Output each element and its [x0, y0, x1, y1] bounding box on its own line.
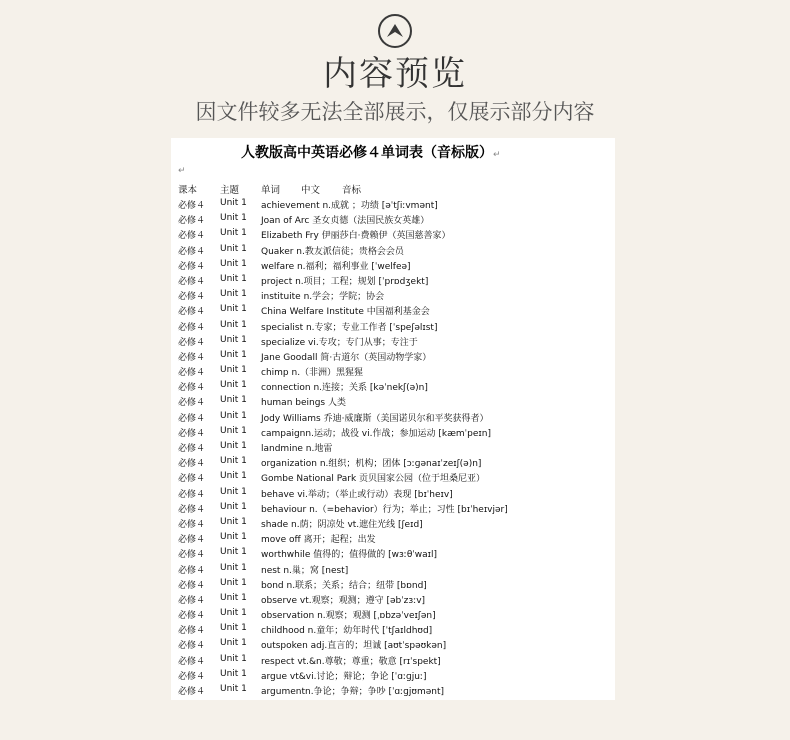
row-entry: Elizabeth Fry 伊丽莎白·费赖伊（英国慈善家） [261, 231, 451, 242]
row-book: 必修４ [178, 383, 206, 394]
row-book: 必修４ [178, 276, 206, 287]
row-entry: project n.项目；工程；规划 [ˈprɒdʒekt] [261, 276, 429, 287]
row-unit: Unit 1 [220, 349, 247, 360]
header-unit: 主题 [220, 185, 240, 196]
row-book: 必修４ [178, 489, 206, 500]
row-unit: Unit 1 [220, 273, 247, 284]
row-unit: Unit 1 [220, 441, 247, 451]
row-unit: Unit 1 [220, 425, 247, 436]
list-item [178, 653, 615, 668]
list-item [178, 577, 615, 592]
row-unit: Unit 1 [220, 228, 247, 239]
row-unit: Unit 1 [220, 410, 247, 421]
row-unit: Unit 1 [220, 577, 247, 588]
row-book: 必修４ [178, 519, 206, 530]
row-entry: chimp n.（非洲）黑猩猩 [261, 368, 364, 379]
list-item [178, 410, 615, 425]
row-unit: Unit 1 [220, 304, 247, 315]
row-book: 必修４ [178, 580, 206, 591]
row-entry: worthwhile 值得的；值得做的 [wɜːθˈwaɪl] [261, 550, 438, 561]
row-unit: Unit 1 [220, 319, 247, 330]
row-unit: Unit 1 [220, 638, 247, 649]
row-unit: Unit 1 [220, 380, 247, 391]
list-item [178, 455, 615, 470]
row-book: 必修４ [178, 550, 206, 561]
row-book: 必修４ [178, 474, 206, 485]
list-item [178, 303, 615, 318]
list-item [178, 501, 615, 516]
row-entry: respect vt.&n.尊敬；尊重；敬意 [rɪˈspekt] [261, 656, 441, 667]
row-entry: argumentn.争论；争辩；争吵 [ˈɑːɡjʊmənt] [261, 687, 444, 697]
row-unit: Unit 1 [220, 258, 247, 269]
row-entry: move off 离开；起程；出发 [261, 535, 376, 546]
row-book: 必修４ [178, 504, 206, 515]
row-book: 必修４ [178, 687, 206, 697]
list-item [178, 334, 615, 349]
row-entry: nest n.巢；窝 [nest] [261, 565, 349, 576]
row-unit: Unit 1 [220, 334, 247, 345]
row-book: 必修４ [178, 216, 206, 227]
row-entry: bond n.联系；关系；结合；纽带 [bɒnd] [261, 580, 427, 591]
row-entry: specialist n.专家；专业工作者 [ˈspeʃəlɪst] [261, 322, 438, 333]
header-book: 课本 [178, 185, 198, 196]
row-book: 必修４ [178, 671, 206, 682]
row-unit: Unit 1 [220, 562, 247, 573]
row-unit: Unit 1 [220, 653, 247, 664]
row-entry: outspoken adj.直言的；坦诚 [aʊtˈspəʊkən] [261, 641, 447, 652]
list-item [178, 637, 615, 652]
row-unit: Unit 1 [220, 532, 247, 543]
list-item [178, 516, 615, 531]
list-item [178, 440, 615, 455]
paragraph-mark: ↵ [493, 150, 501, 160]
list-item [178, 319, 615, 334]
list-item [178, 683, 615, 698]
row-unit: Unit 1 [220, 213, 247, 224]
row-book: 必修４ [178, 428, 206, 439]
list-item [178, 394, 615, 409]
row-unit: Unit 1 [220, 684, 247, 694]
row-unit: Unit 1 [220, 608, 247, 619]
row-book: 必修４ [178, 641, 206, 652]
row-book: 必修４ [178, 535, 206, 546]
list-item [178, 288, 615, 303]
row-unit: Unit 1 [220, 547, 247, 558]
list-item [178, 607, 615, 622]
row-book: 必修４ [178, 595, 206, 606]
row-entry: behaviour n.（=behavior）行为；举止；习性 [bɪˈheɪvjər] [261, 504, 508, 515]
row-unit: Unit 1 [220, 501, 247, 512]
list-item [178, 258, 615, 273]
row-book: 必修４ [178, 413, 206, 424]
paragraph-mark: ↵ [178, 166, 186, 176]
row-book: 必修４ [178, 201, 206, 211]
row-book: 必修４ [178, 444, 206, 454]
row-unit: Unit 1 [220, 198, 247, 208]
row-entry: observe vt.观察；观测；遵守 [əbˈzɜːv] [261, 595, 426, 606]
row-unit: Unit 1 [220, 592, 247, 603]
row-entry: argue vt&vi.讨论；辩论；争论 [ˈɑːɡjuː] [261, 671, 427, 682]
header-phonetic: 音标 [342, 185, 362, 196]
row-book: 必修４ [178, 231, 206, 242]
row-entry: human beings 人类 [261, 398, 346, 409]
list-item [178, 379, 615, 394]
row-entry: landmine n.地雷 [261, 444, 333, 454]
row-unit: Unit 1 [220, 456, 247, 467]
row-entry: China Welfare Institute 中国福利基金会 [261, 307, 430, 318]
row-book: 必修４ [178, 292, 206, 303]
page-title: 内容预览 [323, 54, 467, 94]
row-entry: Joan of Arc 圣女贞德（法国民族女英雄） [261, 216, 430, 227]
row-unit: Unit 1 [220, 289, 247, 300]
row-book: 必修４ [178, 459, 206, 470]
row-unit: Unit 1 [220, 395, 247, 406]
list-item [178, 592, 615, 607]
row-unit: Unit 1 [220, 471, 247, 482]
row-unit: Unit 1 [220, 668, 247, 679]
row-entry: Jody Williams 乔迪·威廉斯（美国诺贝尔和平奖获得者） [261, 413, 489, 424]
row-book: 必修４ [178, 261, 206, 272]
word-list [178, 197, 615, 698]
row-entry: childhood n.童年；幼年时代 [ˈtʃaɪldhʊd] [261, 626, 433, 637]
list-item [178, 470, 615, 485]
logo-icon [378, 14, 412, 48]
list-item [178, 668, 615, 683]
list-item [178, 273, 615, 288]
page-subtitle: 因文件较多无法全部展示，仅展示部分内容 [195, 100, 595, 124]
row-entry: specialize vi.专攻；专门从事；专注于 [261, 337, 418, 348]
list-item [178, 364, 615, 379]
row-book: 必修４ [178, 565, 206, 576]
row-book: 必修４ [178, 626, 206, 637]
row-book: 必修４ [178, 368, 206, 379]
list-item [178, 425, 615, 440]
row-entry: behave vi.举动；（举止或行动）表现 [bɪˈheɪv] [261, 489, 453, 500]
row-book: 必修４ [178, 337, 206, 348]
row-book: 必修４ [178, 611, 206, 622]
row-entry: observation n.观察；观测 [ˌɒbzəˈveɪʃən] [261, 611, 436, 622]
row-unit: Unit 1 [220, 623, 247, 634]
row-unit: Unit 1 [220, 243, 247, 254]
row-entry: campaignn.运动；战役 vi.作战；参加运动 [kæmˈpeɪn] [261, 428, 491, 439]
row-book: 必修４ [178, 322, 206, 333]
row-unit: Unit 1 [220, 365, 247, 376]
list-item [178, 546, 615, 561]
list-item [178, 243, 615, 258]
header-word: 单词 [261, 185, 281, 196]
row-entry: Quaker n.教友派信徒；贵格会会员 [261, 246, 404, 257]
row-entry: connection n.连接；关系 [kəˈnekʃ(ə)n] [261, 383, 428, 394]
row-entry: Jane Goodall 简·古道尔（英国动物学家） [261, 352, 432, 363]
row-entry: shade n.荫；阴凉处 vt.遮住光线 [ʃeɪd] [261, 519, 423, 530]
list-item [178, 531, 615, 546]
row-unit: Unit 1 [220, 516, 247, 527]
row-entry: instituite n.学会；学院；协会 [261, 292, 385, 303]
row-book: 必修４ [178, 352, 206, 363]
header-meaning: 中文 [301, 185, 321, 196]
row-book: 必修４ [178, 246, 206, 257]
row-entry: welfare n.福利；福利事业 [ˈwelfeə] [261, 261, 411, 272]
list-item [178, 562, 615, 577]
list-item [178, 349, 615, 364]
document-title [241, 142, 501, 162]
row-book: 必修４ [178, 398, 206, 409]
row-unit: Unit 1 [220, 486, 247, 497]
row-entry: achievement n.成就 ；功绩 [əˈtʃiːvmənt] [261, 201, 438, 211]
row-entry: organization n.组织；机构；团体 [ɔːɡənaɪˈzeɪʃ(ə)n] [261, 459, 482, 470]
list-item [178, 486, 615, 501]
list-item [178, 212, 615, 227]
row-book: 必修４ [178, 656, 206, 667]
document-preview [171, 138, 615, 700]
document-title-text: 人教版高中英语必修４单词表（音标版） [241, 145, 493, 161]
list-item [178, 197, 615, 212]
list-item [178, 227, 615, 242]
row-entry: Gombe National Park 贡贝国家公园（位于坦桑尼亚） [261, 474, 486, 485]
list-item [178, 622, 615, 637]
row-book: 必修４ [178, 307, 206, 318]
